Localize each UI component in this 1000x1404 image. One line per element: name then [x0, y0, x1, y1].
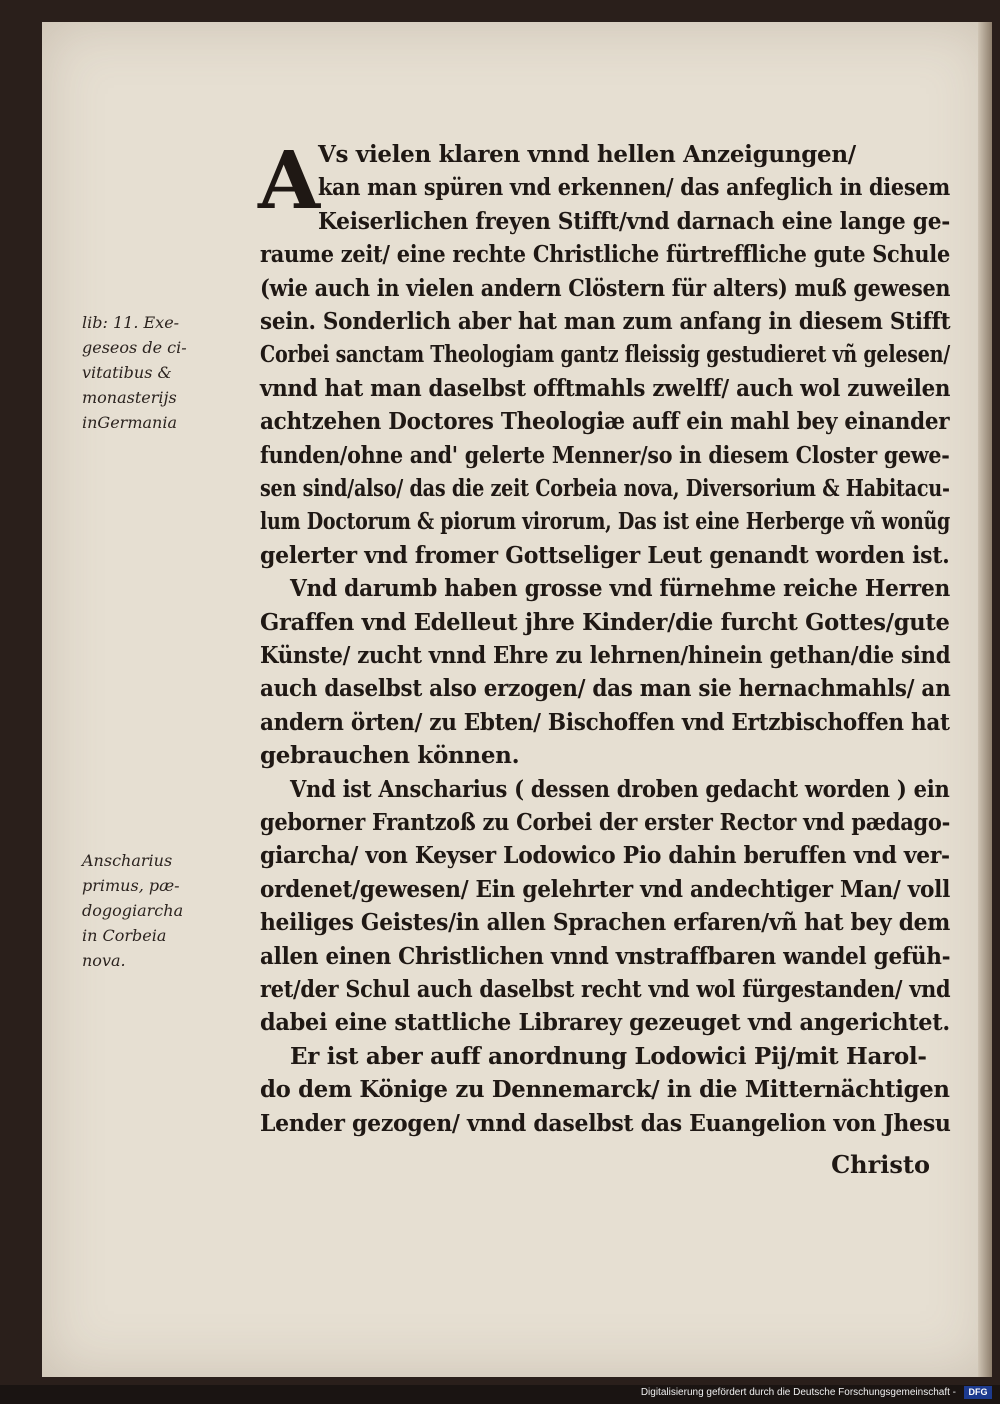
text-line: gelerter vnd fromer Gottseliger Leut genandt worden ist.: [260, 541, 950, 569]
text-line: do dem Könige zu Dennemarck/ in die Mitternächtigen: [260, 1076, 950, 1104]
text-line: Keiserlichen freyen Stifft/vnd darnach eine lange ge-: [318, 207, 951, 235]
text-line: vnnd hat man daselbst offtmahls zwelff/ auch wol zuweilen: [260, 374, 951, 402]
text-line: Vs vielen klaren vnnd hellen Anzeigungen/: [318, 141, 856, 168]
margin-note-anscharius: Anscharius primus, pæ- dogogiarcha in Corbeia nova.: [82, 851, 184, 970]
text-line: heiliges Geistes/in allen Sprachen erfaren/vñ hat bey dem: [260, 909, 951, 937]
catchword: Christo: [831, 1150, 930, 1179]
dfg-logo-badge: DFG: [964, 1386, 992, 1399]
page-spine-edge: [978, 22, 992, 1377]
text-line: lum Doctorum & piorum virorum, Das ist eine Herberge vñ wonũg: [260, 508, 951, 536]
text-line: kan man spüren vnd erkennen/ das anfeglich in diesem: [318, 174, 950, 202]
text-line: geborner Frantzoß zu Corbei der erster Rector vnd pædago-: [260, 809, 950, 836]
text-line: Vnd darumb haben grosse vnd fürnehme reiche Herren: [290, 575, 950, 603]
text-line: Er ist aber auff anordnung Lodowici Pij/mit Harol-: [290, 1042, 927, 1070]
text-line: giarcha/ von Keyser Lodowico Pio dahin beruffen vnd ver-: [260, 842, 950, 870]
text-line: gebrauchen können.: [260, 742, 520, 770]
text-line: Künste/ zucht vnnd Ehre zu lehrnen/hinein gethan/die sind: [260, 642, 951, 669]
text-line: andern örten/ zu Ebten/ Bischoffen vnd Ertzbischoffen hat: [260, 708, 950, 736]
text-line: achtzehen Doctores Theologiæ auff ein mahl bey einander: [260, 408, 950, 436]
text-line: raume zeit/ eine rechte Christliche fürtreffliche gute Schule: [260, 241, 950, 269]
text-line: sen sind/also/ das die zeit Corbeia nova, Diversorium & Habitacu-: [260, 475, 950, 502]
text-line: allen einen Christlichen vnnd vnstraffbaren wandel gefüh-: [260, 942, 951, 970]
text-line: Graffen vnd Edelleut jhre Kinder/die furcht Gottes/gute: [260, 608, 950, 636]
footer-credit: Digitalisierung gefördert durch die Deutsche Forschungsgemeinschaft -: [640, 1387, 956, 1398]
text-line: auch daselbst also erzogen/ das man sie hernachmahls/ an: [260, 675, 951, 703]
text-line: ret/der Schul auch daselbst recht vnd wol fürgestanden/ vnd: [260, 976, 951, 1003]
drop-cap-initial: A: [258, 133, 321, 227]
text-line: sein. Sonderlich aber hat man zum anfang in diesem Stifft: [260, 308, 951, 335]
text-line: dabei eine stattliche Librarey gezeuget vnd angerichtet.: [260, 1009, 950, 1037]
text-line: (wie auch in vielen andern Clöstern für alters) muß gewesen: [260, 274, 951, 302]
text-line: Vnd ist Anscharius ( dessen droben gedacht worden ) ein: [290, 775, 950, 803]
text-line: Lender gezogen/ vnnd daselbst das Euangelion von Jhesu: [260, 1109, 951, 1137]
text-line: funden/ohne and' gelerte Menner/so in diesem Closter gewe-: [260, 441, 950, 469]
margin-note-exegeseos: lib: 11. Exe- geseos de ci- vitatibus & monasterijs inGermania: [82, 313, 187, 432]
text-line: ordenet/gewesen/ Ein gelehrter vnd andechtiger Man/ voll: [260, 875, 951, 903]
text-line: Corbei sanctam Theologiam gantz fleissig gestudieret vñ gelesen/: [260, 341, 950, 369]
